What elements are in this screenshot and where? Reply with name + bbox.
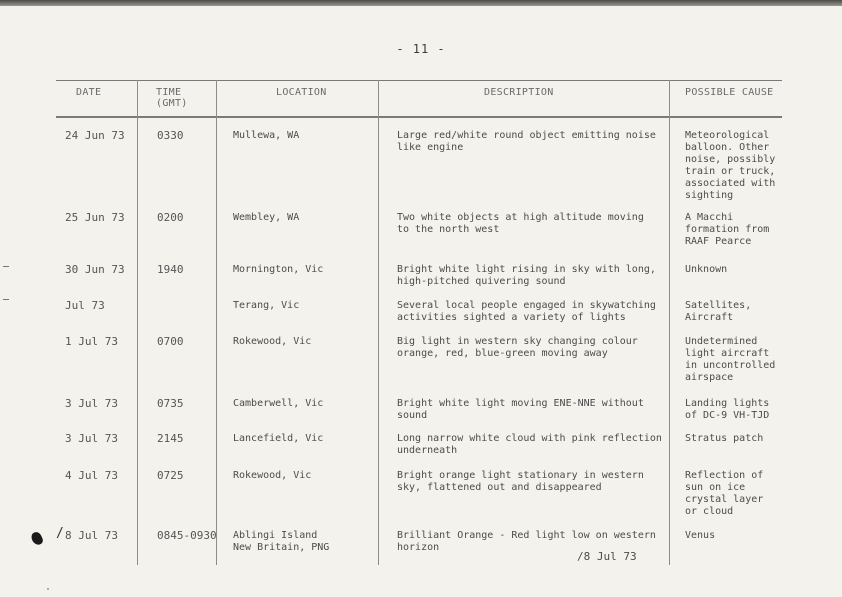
header-description: DESCRIPTION	[484, 87, 554, 98]
cell-line: orange, red, blue-green moving away	[397, 348, 608, 359]
cell-date: 8 Jul 73	[65, 529, 118, 542]
cell-time: 0200	[157, 211, 184, 224]
cell-description	[397, 398, 644, 422]
header-time	[156, 87, 188, 109]
cell-date: 30 Jun 73	[65, 263, 125, 276]
column-divider-date	[137, 80, 138, 565]
cell-line: Aircraft	[685, 312, 734, 323]
cell-possible-cause	[685, 336, 775, 384]
cell-line: Big light in western sky changing colour	[397, 336, 638, 347]
cell-possible-cause	[685, 398, 769, 422]
cell-line: Stratus patch	[685, 433, 764, 444]
table-top-rule	[56, 80, 782, 81]
cell-possible-cause	[685, 300, 751, 324]
cell-possible-cause	[685, 530, 715, 542]
cell-line: of DC-9 VH-TJD	[685, 410, 770, 421]
cell-line: Camberwell, Vic	[233, 398, 324, 409]
cell-line: Several local people engaged in skywatching	[397, 300, 656, 311]
cell-line: A Macchi	[685, 212, 734, 223]
cell-description	[397, 300, 656, 324]
cell-possible-cause	[685, 433, 763, 445]
header-bottom-rule	[56, 116, 782, 118]
cell-possible-cause	[685, 130, 775, 202]
column-divider-description	[669, 80, 670, 565]
column-divider-location	[378, 80, 379, 565]
cell-line: Large red/white round object emitting noise	[397, 130, 656, 141]
cell-time: 0330	[157, 129, 184, 142]
header-time-line1: TIME	[156, 87, 182, 98]
cell-date: 3 Jul 73	[65, 397, 118, 410]
cell-line: airspace	[685, 372, 734, 383]
cell-line: Bright orange light stationary in western	[397, 470, 644, 481]
cell-line: Terang, Vic	[233, 300, 300, 311]
cell-line: associated with	[685, 178, 776, 189]
ink-mark	[30, 530, 45, 546]
column-divider-time	[216, 80, 217, 565]
cell-location	[233, 470, 311, 482]
cell-location	[233, 398, 323, 410]
cell-description	[397, 212, 644, 236]
cell-line: light aircraft	[685, 348, 770, 359]
cell-date: 4 Jul 73	[65, 469, 118, 482]
cell-location	[233, 530, 329, 554]
header-date: DATE	[76, 87, 102, 98]
cell-line: formation from	[685, 224, 770, 235]
cell-line: Rokewood, Vic	[233, 336, 312, 347]
cell-line: sighting	[685, 190, 734, 201]
cell-line: Mullewa, WA	[233, 130, 300, 141]
cell-description	[397, 336, 638, 360]
handwritten-slash: /	[56, 526, 64, 541]
cell-possible-cause	[685, 212, 769, 248]
cell-description	[397, 433, 662, 457]
cell-line: Mornington, Vic	[233, 264, 324, 275]
cell-line: Landing lights	[685, 398, 770, 409]
header-location: LOCATION	[276, 87, 327, 98]
cell-location	[233, 130, 299, 142]
cell-description	[397, 264, 656, 288]
cell-description	[397, 470, 644, 494]
cell-line: RAAF Pearce	[685, 236, 752, 247]
cell-line: Long narrow white cloud with pink reflection	[397, 433, 662, 444]
cell-description	[397, 130, 656, 154]
cell-line: in uncontrolled	[685, 360, 776, 371]
cell-line: Reflection of	[685, 470, 764, 481]
cell-location	[233, 212, 299, 224]
cell-line: sun on ice	[685, 482, 746, 493]
cell-line: noise, possibly	[685, 154, 776, 165]
paper-speck	[47, 588, 49, 590]
cell-line: Wembley, WA	[233, 212, 300, 223]
cell-time: 0725	[157, 469, 184, 482]
cell-possible-cause	[685, 470, 763, 518]
cell-line: Undetermined	[685, 336, 758, 347]
cell-line: Brilliant Orange - Red light low on western	[397, 530, 656, 541]
cell-date: 24 Jun 73	[65, 129, 125, 142]
cell-line: Bright white light rising in sky with long,	[397, 264, 656, 275]
cell-time: 2145	[157, 432, 184, 445]
cell-line: to the north west	[397, 224, 500, 235]
cell-line: high-pitched quivering sound	[397, 276, 566, 287]
cell-line: train or truck,	[685, 166, 776, 177]
cell-line: Lancefield, Vic	[233, 433, 324, 444]
cell-line: underneath	[397, 445, 458, 456]
header-time-line2: (GMT)	[156, 98, 188, 109]
cell-line: Bright white light moving ENE-NNE without	[397, 398, 644, 409]
cell-time: 0845-0930	[157, 529, 217, 542]
cell-line: sound	[397, 410, 428, 421]
cell-line: crystal layer	[685, 494, 764, 505]
continuation-note: /8 Jul 73	[577, 550, 637, 563]
cell-line: or cloud	[685, 506, 734, 517]
cell-possible-cause	[685, 264, 727, 276]
scan-top-edge	[0, 0, 842, 6]
margin-mark	[3, 266, 9, 267]
cell-line: like engine	[397, 142, 464, 153]
cell-time: 1940	[157, 263, 184, 276]
cell-date: 1 Jul 73	[65, 335, 118, 348]
cell-date: 25 Jun 73	[65, 211, 125, 224]
cell-line: sky, flattened out and disappeared	[397, 482, 602, 493]
cell-line: Satellites,	[685, 300, 752, 311]
cell-date: Jul 73	[65, 299, 105, 312]
cell-line: activities sighted a variety of lights	[397, 312, 626, 323]
header-possible-cause: POSSIBLE CAUSE	[685, 87, 774, 98]
cell-location	[233, 433, 323, 445]
cell-line: Venus	[685, 530, 716, 541]
cell-date: 3 Jul 73	[65, 432, 118, 445]
cell-location	[233, 300, 299, 312]
margin-mark	[3, 299, 9, 300]
cell-line: Unknown	[685, 264, 728, 275]
cell-location	[233, 264, 323, 276]
cell-line: horizon	[397, 542, 440, 553]
cell-line: Ablingi Island	[233, 530, 318, 541]
cell-line: balloon. Other	[685, 142, 770, 153]
cell-line: Rokewood, Vic	[233, 470, 312, 481]
cell-location	[233, 336, 311, 348]
cell-time: 0700	[157, 335, 184, 348]
cell-line: New Britain, PNG	[233, 542, 330, 553]
page-number: - 11 -	[396, 42, 446, 56]
cell-time: 0735	[157, 397, 184, 410]
cell-line: Two white objects at high altitude moving	[397, 212, 644, 223]
cell-line: Meteorological	[685, 130, 770, 141]
